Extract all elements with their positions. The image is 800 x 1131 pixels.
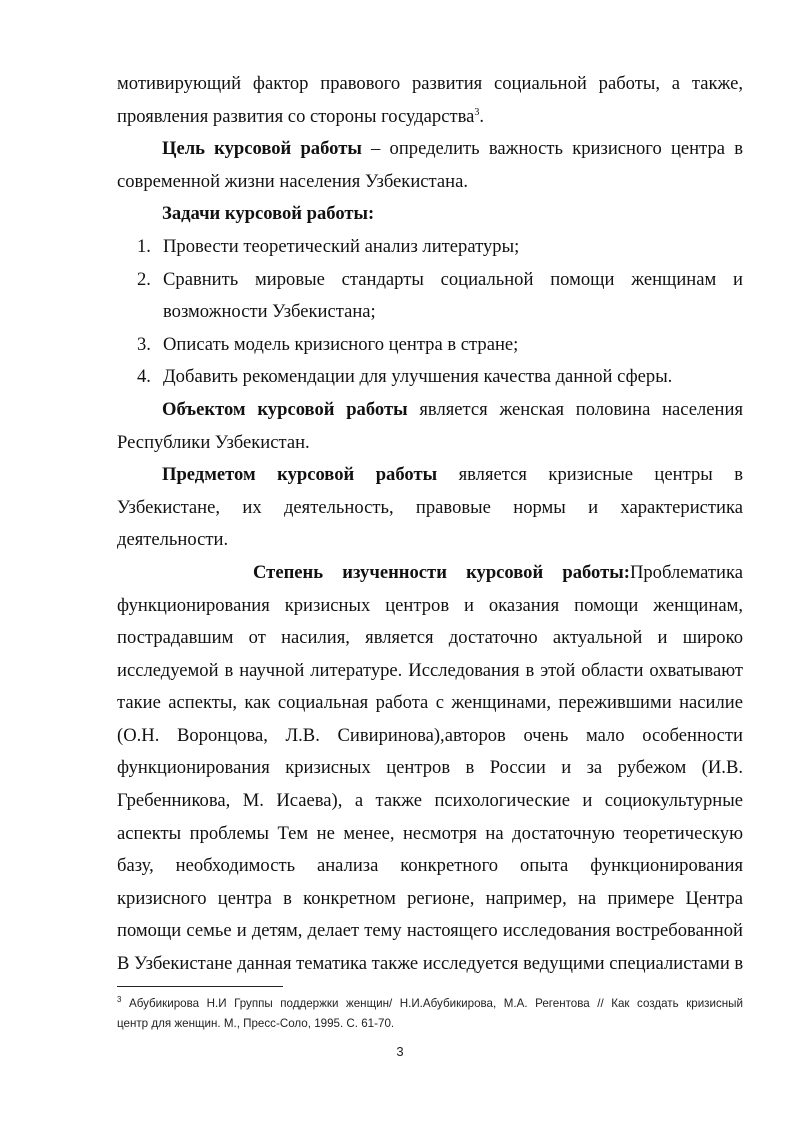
line-text: Узбекистане, их деятельность, правовые нормы и характеристика <box>117 496 743 518</box>
text-line <box>117 850 743 883</box>
document-page <box>117 68 743 981</box>
text-line <box>117 687 743 720</box>
text-line <box>117 655 743 688</box>
text-line <box>117 590 743 623</box>
line-text: аспекты проблемы Тем не менее, несмотря на достаточную теоретическую <box>117 822 743 844</box>
line-text: современной жизни населения Узбекистана. <box>117 170 468 192</box>
text-line <box>117 752 743 785</box>
bold-term: Задачи курсовой работы: <box>162 203 375 225</box>
line-text: такие аспекты, как социальная работа с женщинами, пережившими насилие <box>117 692 743 714</box>
line-text: является кризисные центры в <box>437 464 743 486</box>
text-line <box>117 818 743 851</box>
text-line <box>117 394 743 427</box>
line-text: В Узбекистане данная тематика также исследуется ведущими специалистами в <box>117 953 744 975</box>
text-line <box>117 361 743 394</box>
line-text: деятельности. <box>117 529 229 551</box>
text-line <box>117 720 743 753</box>
bold-term: Предметом курсовой работы <box>162 464 438 486</box>
line-text: функционирования кризисных центров и оказания помощи женщинам, <box>117 594 743 616</box>
list-number: 3. <box>137 333 151 355</box>
line-text: Сравнить мировые стандарты социальной помощи женщинам и <box>163 268 743 290</box>
text-line <box>117 231 743 264</box>
footnote-line-2: центр для женщин. М., Пресс-Соло, 1995. С. 61-70. <box>117 1017 395 1030</box>
footnote-marker: 3 <box>117 995 122 1005</box>
footnote-line-1 <box>117 994 743 1014</box>
text-line <box>117 101 743 134</box>
line-text: Проблематика <box>629 561 743 583</box>
footnote-reference: 3 <box>474 106 480 118</box>
line-text: функционирования кризисных центров в России и за рубежом (И.В. <box>117 757 743 779</box>
text-line <box>117 427 743 460</box>
footnote-text-1: Абубикирова Н.И Группы поддержки женщин/ Н.И.Абубикирова, М.А. Регентова // Как создать кризисный <box>121 997 743 1010</box>
line-text: – определить важность кризисного центра в <box>361 138 743 160</box>
line-text: Провести теоретический анализ литературы; <box>163 235 520 257</box>
text-line <box>117 948 743 981</box>
line-text: исследуемой в научной литературе. Исследования в этой области охватывают <box>117 659 743 681</box>
text-line <box>117 329 743 362</box>
text-line <box>117 622 743 655</box>
line-text: является женская половина населения <box>407 398 743 420</box>
line-text: Описать модель кризисного центра в стране; <box>163 333 519 355</box>
line-text: пострадавшим от насилия, является достаточно актуальной и широко <box>117 627 743 649</box>
text-line <box>117 166 743 199</box>
text-line <box>117 557 743 590</box>
text-line <box>117 915 743 948</box>
text-line <box>117 785 743 818</box>
bold-term: Объектом курсовой работы <box>162 398 408 420</box>
line-text-end: . <box>479 105 485 127</box>
line-text: проявления развития со стороны государства <box>117 105 475 127</box>
text-line <box>117 68 743 101</box>
bold-term: Степень изученности курсовой работы: <box>253 561 630 583</box>
line-text: базу, необходимость анализа конкретного опыта функционирования <box>117 855 743 877</box>
text-line <box>117 296 743 329</box>
line-text: Добавить рекомендации для улучшения качества данной сферы. <box>163 366 673 388</box>
text-line <box>117 883 743 916</box>
text-line <box>117 264 743 297</box>
line-text: мотивирующий фактор правового развития социальной работы, а также, <box>117 73 743 94</box>
line-text: (О.Н. Воронцова, Л.В. Сивиринова),авторов очень мало особенности <box>117 724 743 746</box>
list-number: 4. <box>137 366 151 388</box>
line-text: помощи семье и детям, делает тему настоящего исследования востребованной <box>117 920 743 942</box>
page-number: 3 <box>396 1044 404 1059</box>
list-number: 1. <box>137 235 151 257</box>
line-text: возможности Узбекистана; <box>163 301 376 323</box>
line-text: Республики Узбекистан. <box>117 431 310 453</box>
text-line <box>117 198 743 231</box>
text-line <box>117 524 743 557</box>
line-text: Гребенникова, М. Исаева), а также психологические и социокультурные <box>117 790 743 812</box>
line-text: кризисного центра в конкретном регионе, например, на примере Центра <box>117 887 743 909</box>
text-line <box>117 459 743 492</box>
list-number: 2. <box>137 268 151 290</box>
text-line <box>117 492 743 525</box>
footnote <box>117 994 743 1034</box>
text-line <box>117 133 743 166</box>
bold-term: Цель курсовой работы <box>162 138 362 160</box>
footnote-separator <box>117 986 283 987</box>
